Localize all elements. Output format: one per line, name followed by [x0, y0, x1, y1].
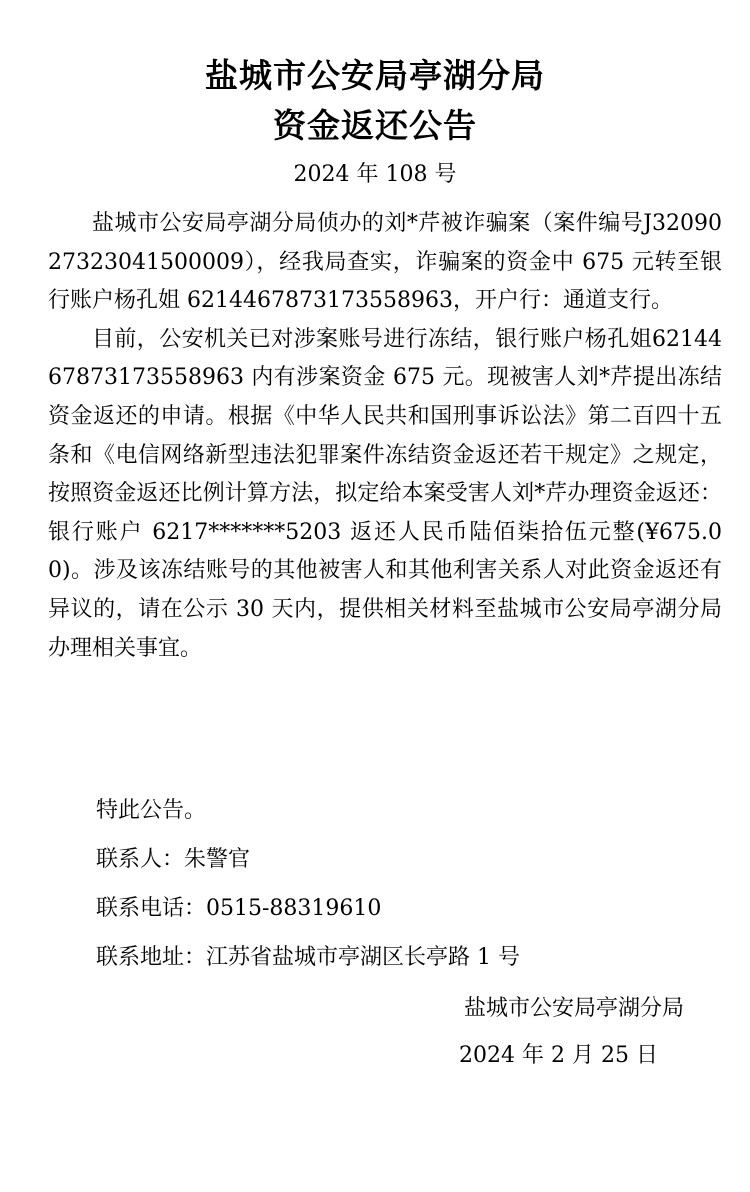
document-number: 2024 年 108 号 [293, 162, 457, 187]
paragraph-refund-details: 目前，公安机关已对涉案账号进行冻结，银行账户杨孔姐6214467873173558963 内有涉案资金 675 元。现被害人刘*芹提出冻结资金返还的申请。根据《中华人民共和国刑事诉讼法》第二百四十五条和《电信网络新型违法犯罪案件冻结资金返还若干规定》之规定，按照资金返还比例计算方法，拟定给本案受害人刘*芹办理资金返还：银行账户 6217*******5203 返还人民币陆佰柒拾伍元整(¥675.00)。涉及该冻结账号的其他被害人和其他利害关系人对此资金返还有异议的，请在公示 30 天内，提供相关材料至盐城市公安局亭湖分局办理相关事宜。 [48, 326, 722, 661]
contact-person: 联系人：朱警官 [96, 847, 251, 872]
notice-title-agency: 盐城市公安局亭湖分局 [205, 56, 545, 95]
issuing-agency: 盐城市公安局亭湖分局 [463, 996, 684, 1021]
issue-date: 2024 年 2 月 25 日 [459, 1043, 658, 1068]
closing-statement: 特此公告。 [96, 798, 207, 823]
contact-address: 联系地址：江苏省盐城市亭湖区长亭路 1 号 [96, 945, 520, 970]
contact-phone: 联系电话：0515-88319610 [96, 896, 382, 921]
paragraph-case-details: 盐城市公安局亭湖分局侦办的刘*芹被诈骗案（案件编号J3209027323041500009），经我局查实，诈骗案的资金中 675 元转至银行账户杨孔姐 6214467873173558963，开户行：通道支行。 [48, 211, 722, 314]
notice-title: 资金返还公告 [273, 106, 477, 145]
notice-body [48, 205, 722, 668]
